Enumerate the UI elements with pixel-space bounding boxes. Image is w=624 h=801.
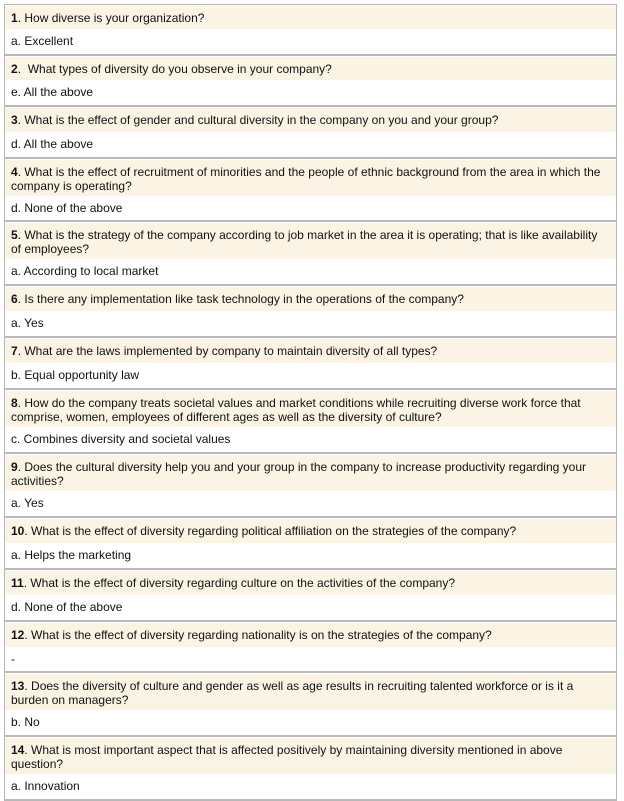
question-text: Does the cultural diversity help you and your group in the company to increase productivity regarding your activities? — [11, 460, 586, 488]
question-number: 1 — [11, 11, 18, 25]
question-separator: . — [17, 460, 25, 474]
question-separator: . — [17, 344, 25, 358]
question-number: 11 — [11, 576, 24, 590]
question-block — [4, 518, 617, 570]
question-text: What types of diversity do you observe in your company? — [27, 62, 332, 76]
question-separator: . — [24, 743, 32, 757]
answer-row: b. No — [5, 710, 616, 735]
question-separator: . — [24, 679, 32, 693]
question-row — [5, 622, 616, 647]
answer-row: - — [5, 647, 616, 671]
answer-row: a. Helps the marketing — [5, 543, 616, 568]
question-block — [4, 390, 617, 454]
question-block — [4, 286, 617, 338]
question-row — [5, 454, 616, 491]
question-text: What is the effect of diversity regarding political affiliation on the strategies of the company? — [31, 524, 517, 538]
question-row — [5, 673, 616, 710]
answer-row: a. Yes — [5, 311, 616, 336]
question-separator: . — [24, 524, 32, 538]
answer-row: d. All the above — [5, 132, 616, 157]
question-separator: . — [17, 11, 25, 25]
question-number: 10 — [11, 524, 25, 538]
answer-row: a. Excellent — [5, 29, 616, 54]
question-separator: . — [17, 228, 25, 242]
question-row — [5, 286, 616, 311]
question-row — [5, 5, 616, 29]
question-separator: . — [17, 165, 25, 179]
question-block — [4, 5, 617, 56]
question-row — [5, 338, 616, 363]
question-row — [5, 518, 616, 543]
question-block — [4, 159, 617, 222]
question-text: What is the effect of gender and cultural diversity in the company on you and your group? — [24, 113, 499, 127]
question-number: 14 — [11, 743, 25, 757]
question-block — [4, 622, 617, 673]
question-separator: . — [17, 113, 25, 127]
question-text: What is the effect of diversity regarding nationality is on the strategies of the company? — [31, 628, 492, 642]
answer-row: d. None of the above — [5, 595, 616, 620]
question-number: 7 — [11, 344, 18, 358]
questionnaire-table — [4, 4, 617, 801]
question-separator: . — [17, 396, 25, 410]
question-text: Does the diversity of culture and gender as well as age results in recruiting talented workforce or is it a burden on managers? — [11, 679, 574, 707]
question-number: 5 — [11, 228, 18, 242]
answer-row: a. According to local market — [5, 259, 616, 284]
question-text: How diverse is your organization? — [24, 11, 205, 25]
question-row — [5, 56, 616, 80]
question-separator: . — [17, 62, 28, 76]
question-number: 13 — [11, 679, 25, 693]
question-separator: . — [24, 628, 32, 642]
question-block — [4, 454, 617, 518]
question-text: Is there any implementation like task technology in the operations of the company? — [24, 292, 464, 306]
question-number: 6 — [11, 292, 18, 306]
question-number: 9 — [11, 460, 18, 474]
question-row — [5, 570, 616, 595]
question-row — [5, 390, 616, 427]
answer-row: c. Combines diversity and societal values — [5, 427, 616, 452]
question-block — [4, 107, 617, 159]
question-block — [4, 56, 617, 107]
question-row — [5, 107, 616, 132]
question-block — [4, 673, 617, 737]
answer-row: b. Equal opportunity law — [5, 363, 616, 388]
question-text: What are the laws implemented by company to maintain diversity of all types? — [24, 344, 438, 358]
question-separator: . — [17, 292, 25, 306]
question-row — [5, 222, 616, 259]
answer-row: e. All the above — [5, 80, 616, 105]
question-number: 3 — [11, 113, 18, 127]
question-number: 2 — [11, 62, 18, 76]
answer-row: a. Innovation — [5, 774, 616, 799]
question-text: What is the strategy of the company according to job market in the area it is operating; that is like availability of employees? — [11, 228, 598, 256]
question-row — [5, 737, 616, 774]
question-block — [4, 570, 617, 622]
question-separator: . — [23, 576, 31, 590]
question-block — [4, 737, 617, 801]
question-text: What is the effect of diversity regarding culture on the activities of the company? — [30, 576, 456, 590]
answer-row: a. Yes — [5, 491, 616, 516]
question-text: How do the company treats societal values and market conditions while recruiting diverse work force that comprise, women, employees of different ages as well as the diversity of culture? — [11, 396, 581, 424]
answer-row: d. None of the above — [5, 196, 616, 220]
question-row — [5, 159, 616, 196]
question-number: 4 — [11, 165, 18, 179]
question-number: 8 — [11, 396, 18, 410]
question-text: What is the effect of recruitment of minorities and the people of ethnic background from the area in which the company is operating? — [11, 165, 601, 193]
question-block — [4, 222, 617, 286]
question-block — [4, 338, 617, 390]
question-text: What is most important aspect that is affected positively by maintaining diversity mentioned in above question? — [11, 743, 563, 771]
question-number: 12 — [11, 628, 25, 642]
